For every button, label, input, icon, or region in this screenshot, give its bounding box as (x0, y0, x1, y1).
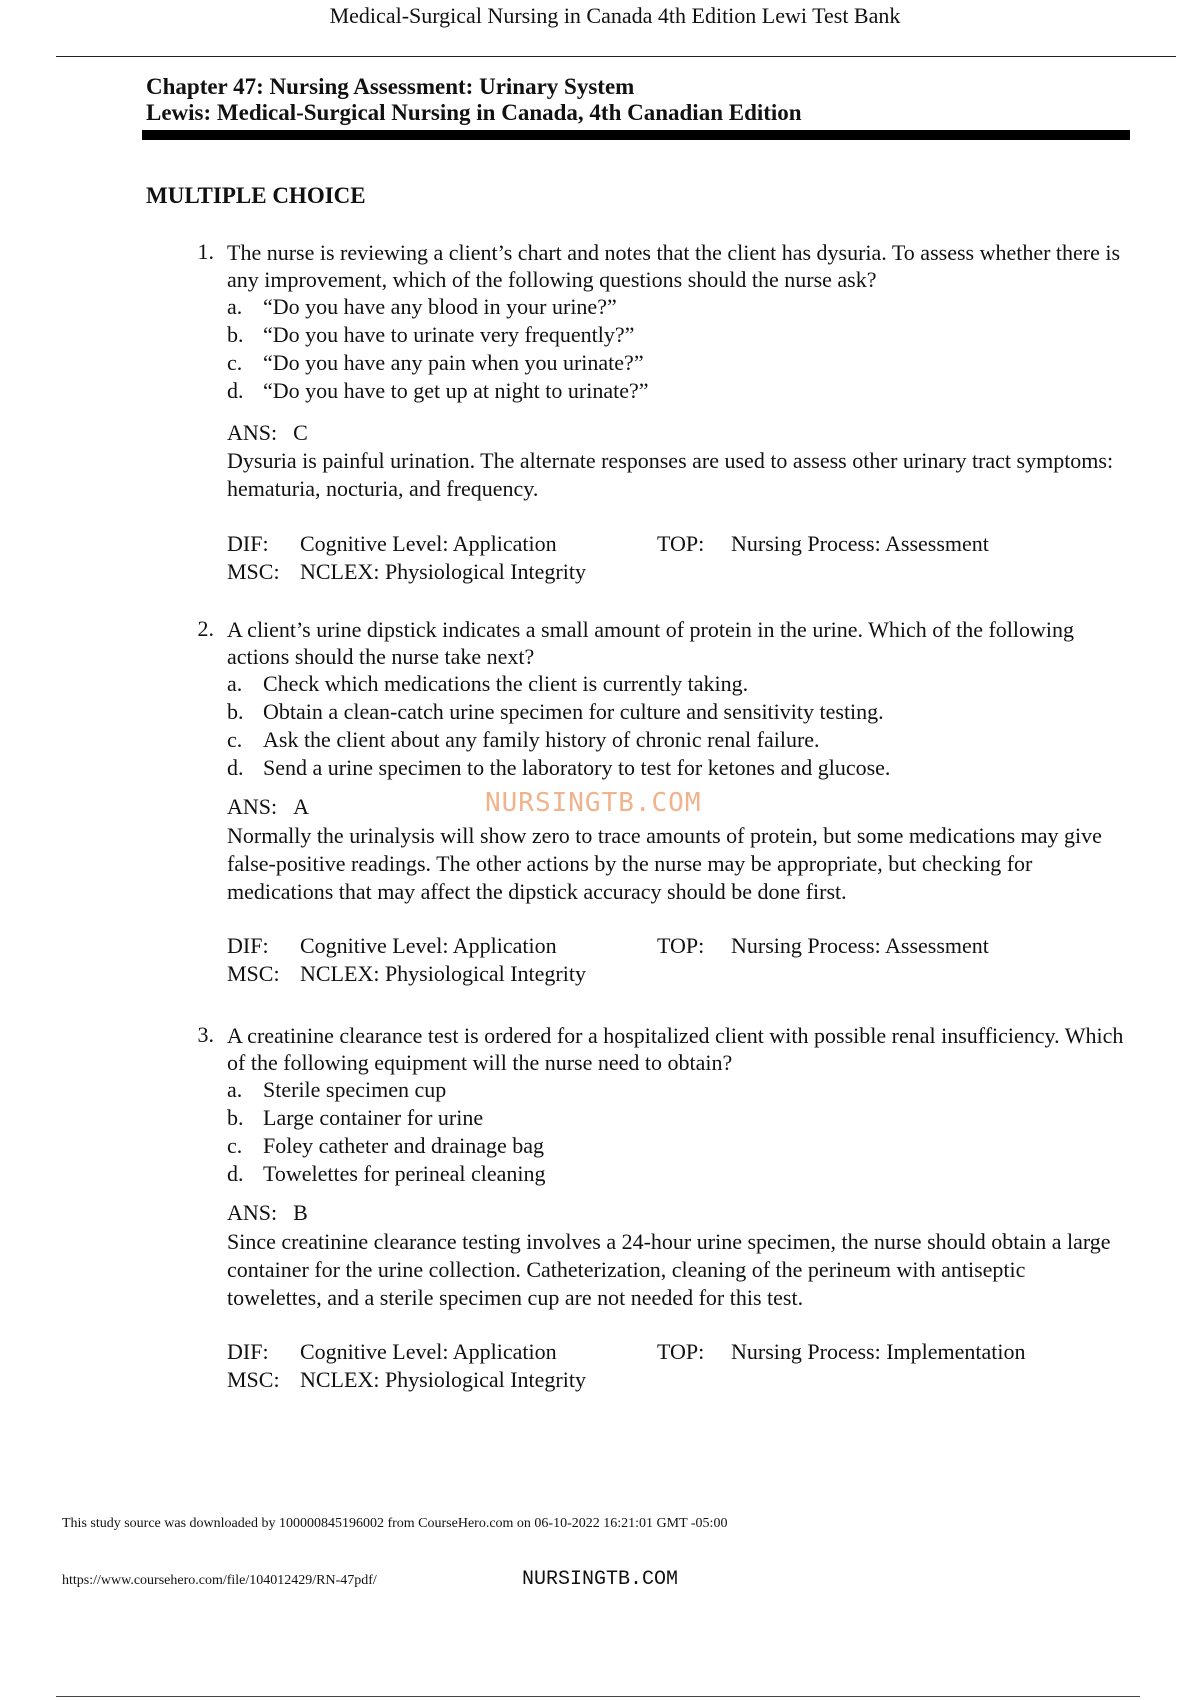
answer-label: ANS: (227, 794, 278, 819)
option-letter: c. (227, 350, 243, 375)
footer-brand: NURSINGTB.COM (522, 1568, 679, 1591)
section-heading: MULTIPLE CHOICE (146, 183, 366, 208)
top-value: Nursing Process: Implementation (731, 1339, 1026, 1364)
option-letter: d. (227, 1161, 244, 1186)
option-letter: b. (227, 322, 244, 347)
question-stem: A creatinine clearance test is ordered for a hospitalized client with possible renal insufficiency. Which of the following equipment will the nurse need to obtain? (227, 1023, 1124, 1075)
header-divider (56, 56, 1176, 57)
top-label: TOP: (657, 531, 705, 556)
document-header-title: Medical-Surgical Nursing in Canada 4th Edition Lewi Test Bank (329, 3, 901, 28)
download-note: This study source was downloaded by 100000845196002 from CourseHero.com on 06-10-2022 16:21:01 GMT -05:00 (62, 1516, 728, 1531)
dif-label: DIF: (227, 933, 269, 958)
question-metadata (227, 1338, 1127, 1394)
msc-value: NCLEX: Physiological Integrity (300, 559, 586, 584)
msc-label: MSC: (227, 1367, 280, 1392)
question-metadata (227, 530, 1127, 586)
book-title: Lewis: Medical-Surgical Nursing in Canada, 4th Canadian Edition (146, 100, 802, 125)
watermark: NURSINGTB.COM (485, 788, 702, 818)
option-text: “Do you have to urinate very frequently?” (263, 322, 635, 347)
option-text: Send a urine specimen to the laboratory to test for ketones and glucose. (263, 755, 891, 780)
rationale: Dysuria is painful urination. The alternate responses are used to assess other urinary tract symptoms: hematuria, nocturia, and frequency. (227, 448, 1114, 501)
source-url-link[interactable]: https://www.coursehero.com/file/104012429/RN-47pdf/ (62, 1573, 377, 1588)
option-letter: a. (227, 294, 243, 319)
option-letter: a. (227, 671, 243, 696)
option-text: “Do you have any pain when you urinate?” (263, 350, 644, 375)
option-text: Large container for urine (263, 1105, 484, 1130)
top-value: Nursing Process: Assessment (731, 531, 989, 556)
top-value: Nursing Process: Assessment (731, 933, 989, 958)
question-stem: A client’s urine dipstick indicates a small amount of protein in the urine. Which of the following actions should the nurse take next? (227, 617, 1075, 669)
footer-divider (56, 1696, 1140, 1697)
option-letter: c. (227, 1133, 243, 1158)
option-letter: d. (227, 378, 244, 403)
option-letter: b. (227, 699, 244, 724)
option-c (227, 726, 1127, 754)
dif-value: Cognitive Level: Application (300, 933, 557, 958)
answer-letter: A (293, 794, 310, 819)
msc-label: MSC: (227, 559, 280, 584)
rationale: Since creatinine clearance testing involves a 24-hour urine specimen, the nurse should obtain a large container for the urine collection. Catheterization, cleaning of the perineum with antiseptic towelettes, and a sterile specimen cup are not needed for this test. (227, 1229, 1111, 1310)
dif-label: DIF: (227, 531, 269, 556)
question-number: 1. (197, 239, 214, 264)
option-text: “Do you have any blood in your urine?” (263, 294, 617, 319)
option-text: Sterile specimen cup (263, 1077, 447, 1102)
option-d (227, 377, 1127, 405)
option-c (227, 349, 1127, 377)
option-d (227, 1160, 1127, 1188)
option-text: Check which medications the client is currently taking. (263, 671, 749, 696)
rationale: Normally the urinalysis will show zero to trace amounts of protein, but some medications may give false-positive readings. The other actions by the nurse may be appropriate, but checking for medications that may affect the dipstick accuracy should be done first. (227, 823, 1102, 904)
answer-label: ANS: (227, 420, 278, 445)
top-label: TOP: (657, 1339, 705, 1364)
option-c (227, 1132, 1127, 1160)
option-a (227, 670, 1127, 698)
option-b (227, 698, 1127, 726)
dif-value: Cognitive Level: Application (300, 1339, 557, 1364)
option-text: Ask the client about any family history of chronic renal failure. (263, 727, 820, 752)
option-a (227, 293, 1127, 321)
answer-options (227, 1076, 1127, 1188)
answer-key (227, 794, 309, 820)
answer-options (227, 293, 1127, 405)
msc-label: MSC: (227, 961, 280, 986)
msc-value: NCLEX: Physiological Integrity (300, 1367, 586, 1392)
answer-options (227, 670, 1127, 782)
option-text: “Do you have to get up at night to urinate?” (263, 378, 649, 403)
question-stem: The nurse is reviewing a client’s chart and notes that the client has dysuria. To assess whether there is any improvement, which of the following questions should the nurse ask? (227, 240, 1121, 292)
chapter-heading (146, 74, 802, 126)
option-d (227, 754, 1127, 782)
msc-value: NCLEX: Physiological Integrity (300, 961, 586, 986)
answer-letter: B (293, 1200, 308, 1225)
top-label: TOP: (657, 933, 705, 958)
question-metadata (227, 932, 1127, 988)
answer-key (227, 1200, 308, 1226)
answer-label: ANS: (227, 1200, 278, 1225)
answer-key (227, 420, 308, 446)
option-b (227, 321, 1127, 349)
option-letter: a. (227, 1077, 243, 1102)
option-b (227, 1104, 1127, 1132)
option-letter: c. (227, 727, 243, 752)
option-letter: b. (227, 1105, 244, 1130)
option-text: Foley catheter and drainage bag (263, 1133, 544, 1158)
question-number: 2. (197, 616, 214, 641)
option-text: Towelettes for perineal cleaning (263, 1161, 546, 1186)
option-letter: d. (227, 755, 244, 780)
question-number: 3. (197, 1022, 214, 1047)
heading-bar (142, 130, 1130, 140)
option-a (227, 1076, 1127, 1104)
dif-label: DIF: (227, 1339, 269, 1364)
answer-letter: C (293, 420, 308, 445)
dif-value: Cognitive Level: Application (300, 531, 557, 556)
chapter-title: Chapter 47: Nursing Assessment: Urinary System (146, 74, 635, 99)
option-text: Obtain a clean-catch urine specimen for culture and sensitivity testing. (263, 699, 884, 724)
